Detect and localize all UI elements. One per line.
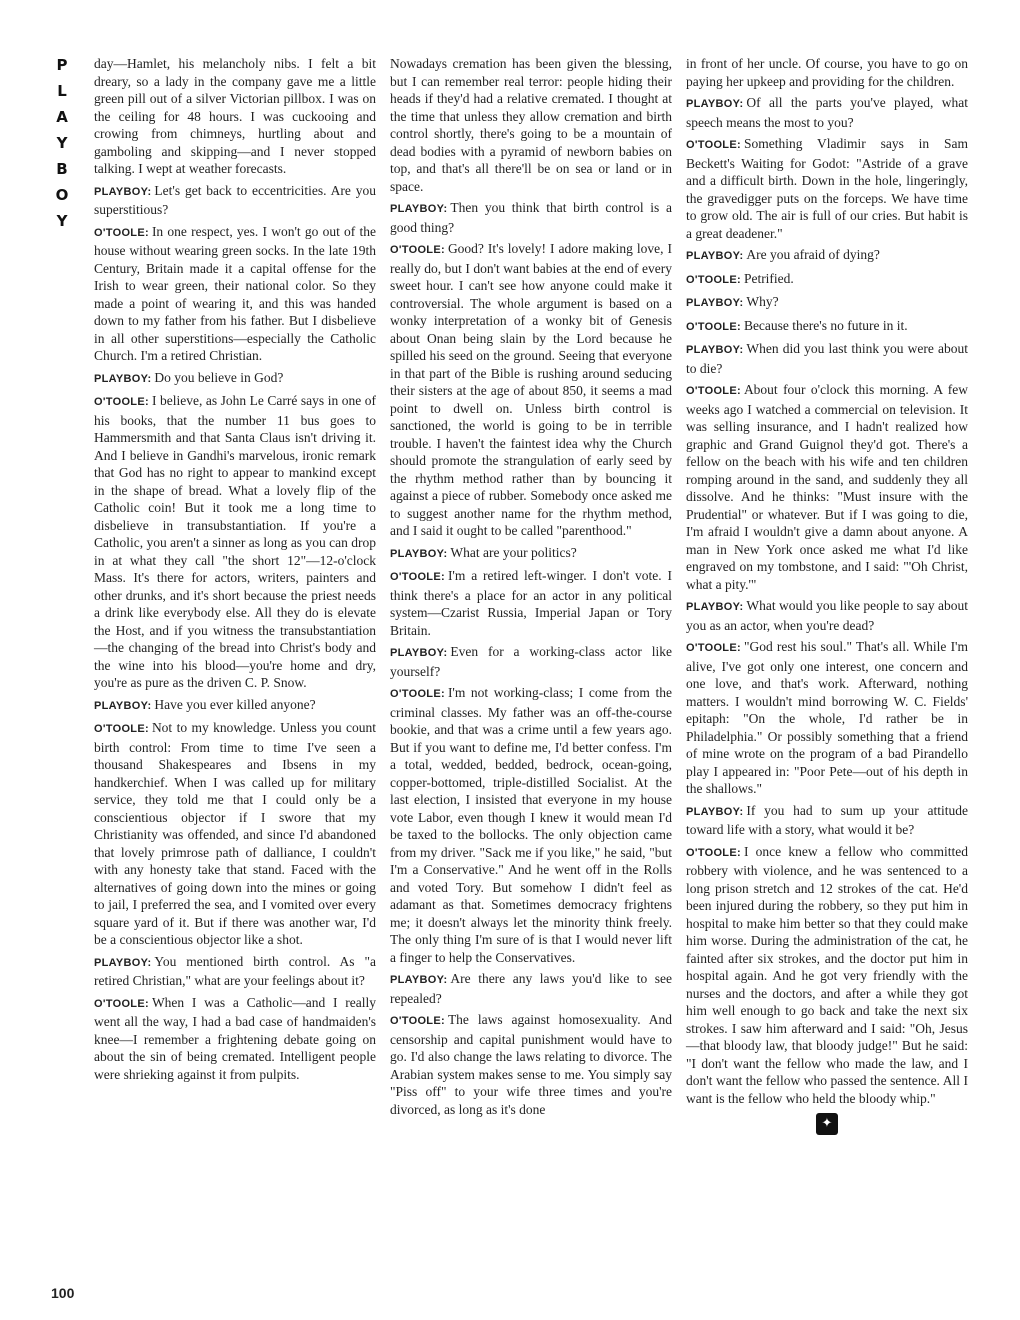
speaker-label: PLAYBOY: [390,203,448,215]
paragraph-text: In one respect, yes. I won't go out of the house without wearing green socks. In the late 19th Century, Britain made it a capital offense for the Irish to wear green, their national color. So they made a point of wearing it, and this was handed down to my father from his father. But I disbelieve in all other superstitions—especially the Catholic Church. I'm a retired Christian. [94,223,376,363]
interview-paragraph [390,970,672,1007]
interview-paragraph [686,246,968,266]
paragraph-text: I'm not working-class; I come from the criminal classes. My father was an off-the-course bookie, and that was a crime until a few years ago. But if you want to define me, I'd better confess. I'm a total, wedded, bedded, bedrock, ocean-going, copper-bottomed, triple-distilled Socialist. At the last election, I insisted that everyone in my house vote Labor, even though I knew it would mean I'd be taxed to the bollocks. The only objection came from my driver. "Sack me if you like," he said, "but I'm a Conservative." And he went off in the Rolls and voted Tory. But somehow I didn't feel as adamant as that. Sometimes democracy frightens me; it doesn't always let the minority think freely. The only thing I'm sure of is that I would never lift a finger to help the Conservatives. [390,685,672,965]
interview-paragraph [686,55,968,90]
speaker-label: O'TOOLE: [686,385,741,397]
page-number: 100 [51,1285,75,1301]
paragraph-text: I once knew a fellow who committed robbery with violence, and he was sentenced to a long prison stretch and 12 strokes of the cat. He'd been injured during the robbery, so they put him in hospital to make him better so that they could make him worse. During the administration of the cat, he fainted after six strokes, and the doctor put him in hospital again. And he got very friendly with the nurses and the doctors, and after a while they got him well enough to go back and take the next six strokes. I saw him afterward and I said: "Oh, Jesus—that bloody law, that bloody judge!" But he said: "I don't want the fellow who made the law, and I don't want the fellow who passed the sentence. All I want is the fellow who held the bloody whip." [686,843,968,1106]
speaker-label: O'TOOLE: [390,571,445,583]
paragraph-text: When I was a Catholic—and I really went all the way, I had a bad case of handmaiden's knee—I remember a frightening debate going on about the sin of being cremated. Intelligent people were shrieking against it from pulpits. [94,994,376,1082]
paragraph-text: Are there any laws you'd like to see repealed? [390,971,672,1006]
interview-paragraph [686,317,968,337]
speaker-label: O'TOOLE: [390,1015,445,1027]
paragraph-text: Even for a working-class actor like yourself? [390,644,672,679]
paragraph-text: in front of her uncle. Of course, you have to go on paying her upkeep and providing for the children. [686,56,968,89]
paragraph-text: The laws against homosexuality. And censorship and capital punishment would have to go. I'd also change the laws relating to divorce. The Arabian system makes sense to me. You simply say "Piss off" to your wife three times and you're divorced, as long as it's done [390,1012,672,1117]
speaker-label: PLAYBOY: [94,372,152,385]
interview-paragraph [94,55,376,178]
speaker-label: PLAYBOY: [390,974,448,986]
masthead-letter: L [57,82,67,100]
paragraph-text: I'm a retired left-winger. I don't vote. I think there's a place for an actor in any political system—Czarist Russia, Imperial Japan or Tory Britain. [390,568,672,638]
speaker-label: O'TOOLE: [686,320,741,333]
interview-paragraph [94,369,376,389]
magazine-masthead [52,52,72,234]
paragraph-text: Nowadays cremation has been given the blessing, but I can remember real terror: people hiding their heads if they'd had a relative cremated. I thought at the time that unless they allow cremation and birth control shortly, there's going to be a mountain of dead bodies with a pyramid of newborn babies on top, and that's all there'll be on sea or land or in space. [390,56,672,194]
speaker-label: PLAYBOY: [94,185,152,198]
interview-paragraph [686,270,968,290]
paragraph-text: What would you like people to say about you as an actor, when you're dead? [686,598,968,633]
interview-paragraph [390,55,672,195]
interview-paragraph [390,544,672,564]
speaker-label: PLAYBOY: [686,601,744,613]
speaker-label: PLAYBOY: [94,956,152,969]
interview-paragraph [94,994,376,1084]
paragraph-text: What are your politics? [450,544,577,560]
interview-paragraph [686,340,968,377]
paragraph-text: Have you ever killed anyone? [154,696,316,712]
paragraph-text: day—Hamlet, his melancholy nibs. I felt a bit dreary, so a lady in the company gave me a little green pill out of a silver Victorian pillbox. I was on the ceiling for 48 hours. I was cuckooing and crowing from chimneys, hurtling about and gamboling and skipping—and I never stopped talking. I wept at weather forecasts. [94,56,376,176]
paragraph-text: Good? It's lovely! I adore making love, I really do, but I don't want babies at the end of every sweet hour. I can't see how anyone could make it controversial. The whole argument is based on a wonky interpretation of a wonky bit of Genesis about Onan being slain by the Lord because he spilled his seed on the ground. Seeing that everyone in that part of the Bible is rushing around seducing their sisters at the age of about 850, it seems a mad point to dwell on. Unless birth control is sanctioned, the world is going to be in terrible trouble. I haven't the faintest idea why the Church should promote the strangulation of early seed by the rhythm method rather than by bouncing it against a piece of rubber. Somebody once asked me to suggest another name for the rhythm method, and I said it ought to be called "parenthood." [390,241,672,538]
paragraph-text: When did you last think you were about to die? [686,341,968,376]
interview-paragraph [686,293,968,313]
interview-paragraph [390,1011,672,1118]
speaker-label: O'TOOLE: [390,688,445,700]
text-column-3 [686,55,968,1135]
paragraph-text: Are you afraid of dying? [746,247,880,262]
interview-paragraph [390,684,672,966]
speaker-label: PLAYBOY: [686,98,744,110]
masthead-letter: Y [56,212,68,230]
interview-paragraph [390,567,672,639]
paragraph-text: "God rest his soul." That's all. While I'm alive, I've got only one interest, one concern and one love, and that's work. Afterward, nothing matters. I wouldn't mind borrowing W. C. Fields' epitaph: "On the whole, I'd rather be in Philadelphia." Or possibly something that a friend of mine wrote on the program of a bad Pirandello play I appeared in: "Poor Pete—out of his depth in the shallows." [686,639,968,796]
interview-paragraph [390,199,672,236]
paragraph-text: Let's get back to eccentricities. Are you superstitious? [94,182,376,217]
interview-paragraph [686,381,968,593]
interview-paragraph [686,843,968,1108]
paragraph-text: Why? [746,294,779,309]
paragraph-text: I believe, as John Le Carré says in one of his books, that the number 11 bus goes to Hammersmith and that Santa Claus isn't driving it. And I believe in Gandhi's marvelous, ironic remark that God has no right to appear to mankind except in the shape of bread. What a lovely flip of the Catholic coin! But it took me a long time to disbelieve in transubstantiation. If you're a Catholic, you aren't a sinner as long as you can drop in at what they call "the short 12"—12-o'clock Mass. It's there for actors, writers, painters and other drunks, and it's short because the priest needs a drink like everybody else. All they do is elevate the Host, and if you witness the transubstantiation—the changing of the bread into Christ's body and the wine into his blood—you're home and dry, you're as pure as the driven C. P. Snow. [94,393,376,690]
interview-paragraph [94,392,376,692]
interview-paragraph [686,135,968,242]
interview-paragraph [686,597,968,634]
text-column-2 [390,55,672,1122]
paragraph-text: Petrified. [743,270,794,286]
speaker-label: O'TOOLE: [686,139,741,151]
paragraph-text: Then you think that birth control is a good thing? [390,200,672,235]
speaker-label: PLAYBOY: [390,647,448,659]
speaker-label: O'TOOLE: [686,642,741,654]
masthead-letter: Y [56,134,68,152]
speaker-label: O'TOOLE: [686,273,741,286]
masthead-letter: A [56,108,68,126]
interview-paragraph [94,182,376,219]
interview-paragraph [94,953,376,990]
speaker-label: O'TOOLE: [94,723,149,735]
interview-paragraph [686,94,968,131]
interview-paragraph [686,638,968,798]
speaker-label: O'TOOLE: [390,244,445,256]
speaker-label: O'TOOLE: [94,226,149,239]
paragraph-text: About four o'clock this morning. A few weeks ago I watched a commercial on television. It was selling insurance, and I hadn't realized how graphic and Grand Guignol they'd got. There's a fellow on the beach with his wife and ten children romping around in the sand, and suddenly they all dissolve. And he thinks: "Must insure with the Prudential" or whatever. But if I was going to die, I'm afraid I wouldn't give a damn about anyone. A man in New York once asked me what I'd like engraved on my tombstone, and I said: "'Oh Christ, what a pity.'" [686,382,968,592]
speaker-label: PLAYBOY: [686,297,744,309]
rabbit-head-icon: ✦ [816,1113,838,1135]
speaker-label: PLAYBOY: [686,344,744,356]
speaker-label: PLAYBOY: [94,699,152,712]
speaker-label: O'TOOLE: [686,846,741,859]
paragraph-text: Do you believe in God? [154,369,284,385]
masthead-letter: O [55,186,69,204]
interview-paragraph [686,802,968,839]
interview-paragraph [390,240,672,540]
interview-paragraph [94,719,376,949]
speaker-label: PLAYBOY: [390,547,448,560]
interview-paragraph [390,643,672,680]
speaker-label: O'TOOLE: [94,396,149,408]
interview-paragraph [94,696,376,716]
masthead-letter: P [56,56,68,74]
interview-paragraph [94,223,376,365]
speaker-label: PLAYBOY: [686,805,744,818]
speaker-label: O'TOOLE: [94,997,149,1010]
paragraph-text: You mentioned birth control. As "a retired Christian," what are your feelings about it? [94,953,376,988]
speaker-label: PLAYBOY: [686,250,744,262]
paragraph-text: If you had to sum up your attitude toward life with a story, what would it be? [686,802,968,837]
paragraph-text: Not to my knowledge. Unless you count birth control: From time to time I've seen a thousand Shakespeares and Ibsens in my handkerchief. When I was called up for military service, they told me that I could only be a conscientious objector if I swore that my Christianity was offended, and since I'd abandoned that lovely primrose path of dalliance, I couldn't with any honesty take that stand. Faced with the alternatives of going down into the mines or going to jail, I preferred the sea, and I vomited over every square yard of it. But if there was another war, I'd be a conscientious objector like a shot. [94,720,376,947]
paragraph-text: Because there's no future in it. [743,317,908,333]
text-column-1 [94,55,376,1087]
paragraph-text: Of all the parts you've played, what speech means the most to you? [686,95,968,130]
paragraph-text: Something Vladimir says in Sam Beckett's Waiting for Godot: "Astride of a grave and a difficult birth. Down in the hole, lingeringly, the gravedigger puts on the forceps. We have time to grow old. The air is full of our cries. But habit is a great deadener." [686,136,968,241]
masthead-letter: B [56,160,68,178]
